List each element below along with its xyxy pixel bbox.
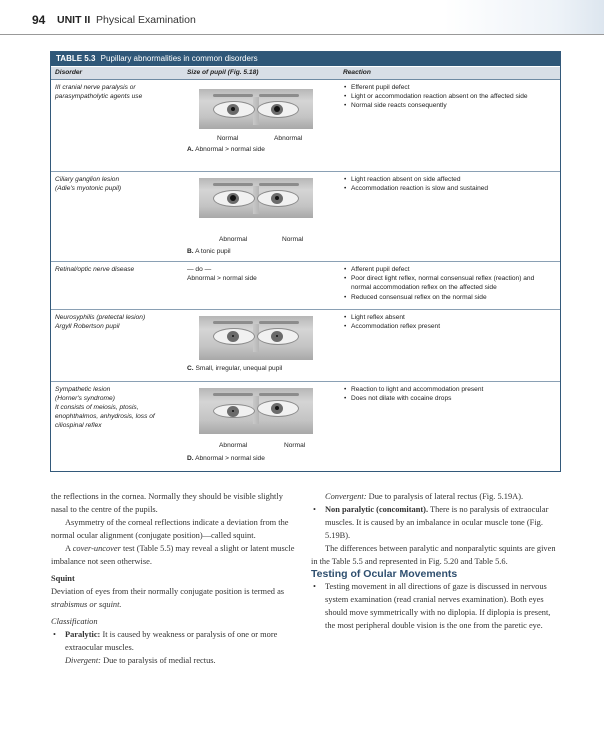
photo-label: Abnormal bbox=[219, 442, 248, 449]
paragraph: A cover-uncover test (Table 5.5) may reveal a slight or latent muscle imbalance not seen otherwise. bbox=[51, 543, 295, 566]
list-item: • Non paralytic (concomitant). There is no paralysis of extraocular muscles. It is caused by an imbalance in ocular muscle tone (Fig. 5.19B). bbox=[311, 504, 556, 543]
disorder-cell: III cranial nerve paralysis or parasympatholytic agents use bbox=[55, 84, 143, 100]
eye-photo bbox=[199, 388, 313, 434]
right-column bbox=[311, 491, 556, 633]
left-column bbox=[51, 491, 299, 668]
classification-heading: Classification bbox=[51, 617, 98, 627]
eye-photo bbox=[199, 178, 313, 218]
reaction-cell: • Light reaction absent on side affected • Accommodation reaction is slow and sustained bbox=[343, 175, 555, 193]
paragraph: Asymmetry of the corneal reflections indicate a deviation from the normal ocular alignment (conjugate position)—called squint. bbox=[51, 517, 289, 540]
eye-photo bbox=[199, 89, 313, 129]
disorder-cell: Retinal/optic nerve disease bbox=[55, 266, 135, 273]
photo-label: Normal bbox=[284, 442, 306, 449]
header-decoration bbox=[444, 0, 604, 34]
paragraph: Convergent: Due to paralysis of lateral rectus (Fig. 5.19A). bbox=[325, 492, 524, 501]
table-row bbox=[51, 310, 560, 382]
page-number: 94 bbox=[32, 13, 46, 27]
table-row bbox=[51, 172, 560, 262]
col-reaction: Reaction bbox=[343, 69, 371, 76]
paragraph: The differences between paralytic and nonparalytic squints are given in the Table 5.5 and represented in Fig. 5.20 and Table 5.6. bbox=[311, 543, 556, 566]
col-size: Size of pupil (Fig. 5.18) bbox=[187, 69, 259, 76]
photo-label: Normal bbox=[282, 236, 304, 243]
eye-photo bbox=[199, 316, 313, 360]
table-row bbox=[51, 262, 560, 310]
unit-label: UNIT II bbox=[57, 14, 91, 26]
pupil-table bbox=[50, 51, 561, 472]
photo-label: Normal bbox=[217, 135, 239, 142]
figure-caption: C. Small, irregular, unequal pupil bbox=[187, 365, 283, 372]
squint-heading: Squint bbox=[51, 574, 75, 584]
paragraph: Divergent: Due to paralysis of medial rectus. bbox=[65, 655, 216, 665]
table-header-row bbox=[51, 67, 560, 80]
photo-label: Abnormal bbox=[274, 135, 303, 142]
figure-caption: A. Abnormal > normal side bbox=[187, 146, 265, 153]
reaction-cell: • Efferent pupil defect • Light or accommodation reaction absent on the affected side • Normal side reacts consequently bbox=[343, 83, 555, 111]
paragraph: Deviation of eyes from their normally conjugate position is termed as strabismus or squint. bbox=[51, 587, 285, 610]
reaction-cell: • Light reflex absent • Accommodation reflex present bbox=[343, 313, 555, 331]
paragraph: the reflections in the cornea. Normally they should be visible slightly nasal to the centre of the pupils. bbox=[51, 492, 283, 514]
list-item: • Paralytic: It is caused by weakness or paralysis of one or more extraocular muscles. bbox=[51, 629, 299, 655]
table-row bbox=[51, 80, 560, 172]
col-disorder: Disorder bbox=[55, 69, 83, 76]
size-cell: — do — Abnormal > normal side bbox=[187, 266, 257, 283]
reaction-cell: • Afferent pupil defect • Poor direct light reflex, normal consensual reflex (reaction) and normal accommodation reflex on the affected side • Reduced consensual reflex on the normal side bbox=[343, 265, 555, 302]
figure-caption: B. A tonic pupil bbox=[187, 248, 231, 255]
disorder-cell: Neurosyphilis (pretectal lesion) Argyll Robertson pupil bbox=[55, 314, 146, 330]
table-title: TABLE 5.3 Pupillary abnormalities in common disorders bbox=[51, 52, 560, 66]
disorder-cell: Ciliary ganglion lesion (Adie's myotonic pupil) bbox=[55, 176, 122, 192]
chapter-title: Physical Examination bbox=[96, 14, 196, 26]
figure-caption: D. Abnormal > normal side bbox=[187, 455, 265, 462]
photo-label: Abnormal bbox=[219, 236, 248, 243]
reaction-cell: • Reaction to light and accommodation present • Does not dilate with cocaine drops bbox=[343, 385, 555, 403]
table-row bbox=[51, 382, 560, 470]
disorder-cell: Sympathetic lesion (Horner's syndrome) It consists of meiosis, ptosis, enophthalmos, anhydrosis, loss of ciliospinal reflex bbox=[55, 386, 155, 429]
section-title: Testing of Ocular Movements bbox=[311, 568, 458, 581]
page-header bbox=[0, 0, 604, 35]
list-item: • Testing movement in all directions of gaze is discussed in nervous system examination (read cranial nerves examination). Both eyes should move symmetrically with no diplopia. If diplopia is present, the most peripheral double vision is the one from the paretic eye. bbox=[311, 581, 556, 633]
